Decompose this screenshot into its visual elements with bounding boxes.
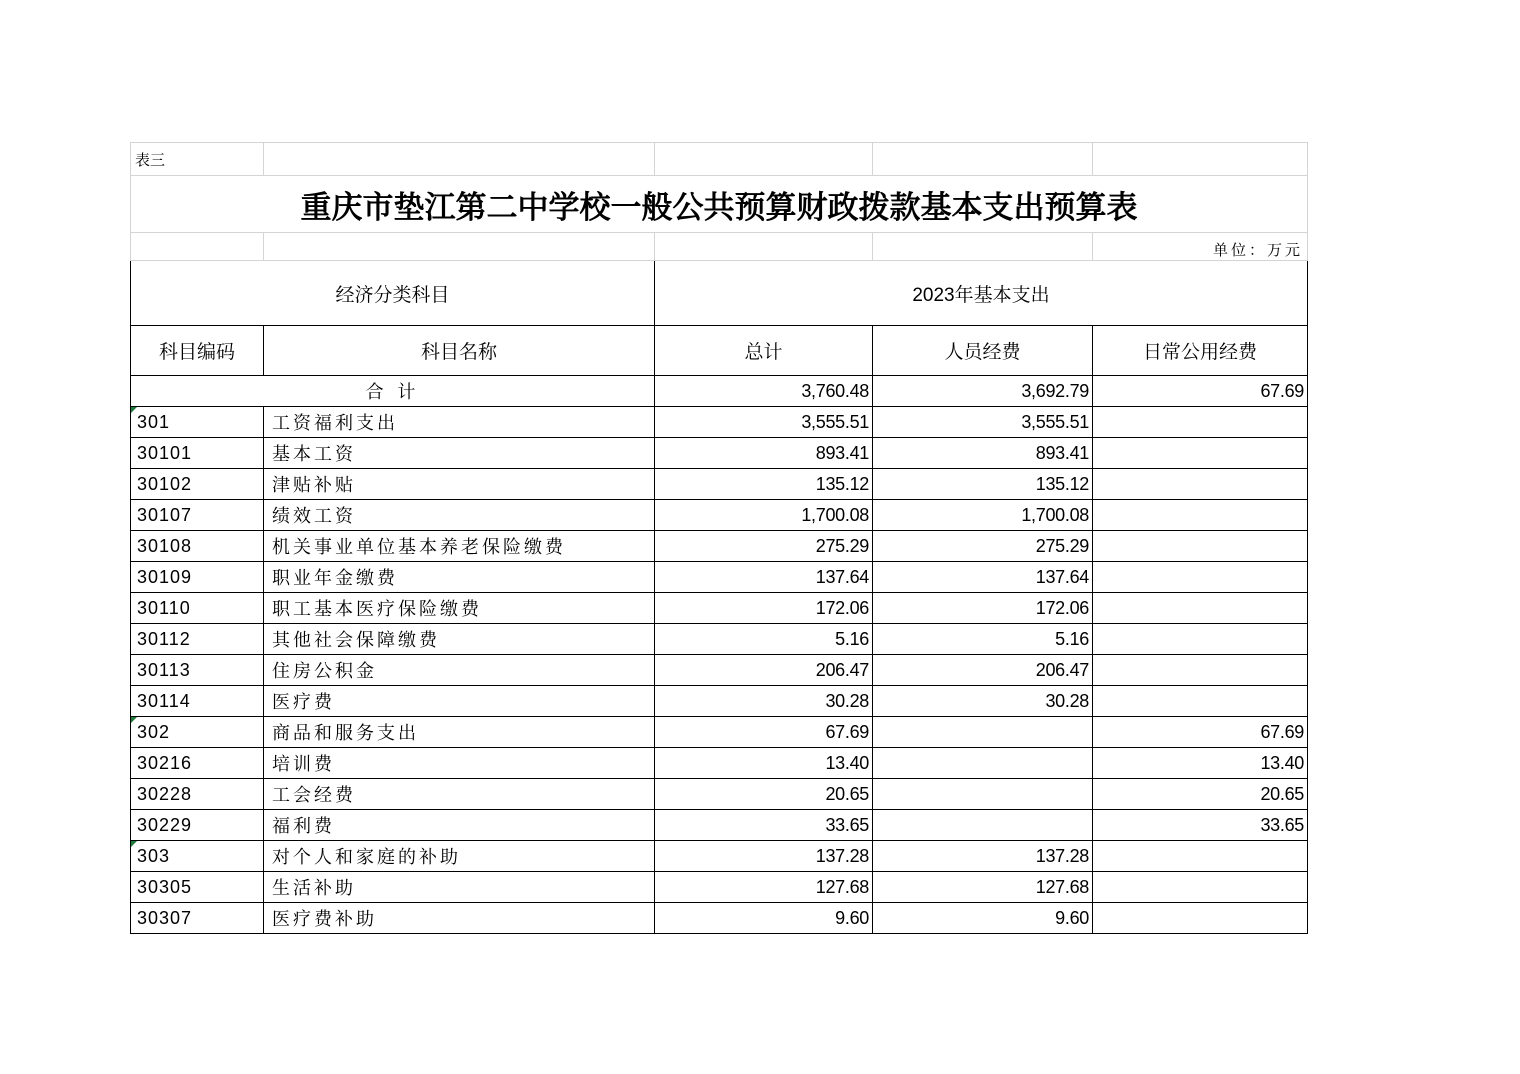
row-name <box>264 841 655 872</box>
row-name-text: 职业年金缴费 <box>272 568 398 589</box>
row-name <box>264 872 655 903</box>
table-row <box>131 624 1308 655</box>
cell-marker-icon <box>131 407 137 413</box>
row-code <box>131 593 264 624</box>
row-name-text: 培训费 <box>272 754 335 775</box>
row-total <box>655 903 873 934</box>
table-row <box>131 562 1308 593</box>
row-total <box>655 562 873 593</box>
row-total-text: 67.69 <box>825 721 869 742</box>
row-personnel <box>873 562 1093 593</box>
row-total-text: 275.29 <box>815 535 869 556</box>
row-code-text: 30305 <box>137 876 193 897</box>
row-total <box>655 531 873 562</box>
row-code-text: 30109 <box>137 566 193 587</box>
row-name <box>264 531 655 562</box>
table-row <box>131 779 1308 810</box>
row-personnel-text: 137.28 <box>1035 845 1089 866</box>
row-code <box>131 748 264 779</box>
row-total <box>655 748 873 779</box>
table-row <box>131 903 1308 934</box>
row-total <box>655 686 873 717</box>
total-total: 3,760.48 <box>655 376 873 407</box>
row-total-text: 135.12 <box>815 473 869 494</box>
row-total-text: 137.28 <box>815 845 869 866</box>
table-row <box>131 438 1308 469</box>
total-row <box>131 376 1308 407</box>
row-name <box>264 407 655 438</box>
row-personnel <box>873 748 1093 779</box>
row-name-text: 基本工资 <box>272 444 356 465</box>
row-public <box>1093 717 1308 748</box>
row-total-text: 137.64 <box>815 566 869 587</box>
row-personnel-text: 5.16 <box>1055 628 1089 649</box>
header-row-1 <box>131 261 1308 326</box>
row-name <box>264 500 655 531</box>
row-personnel-text: 127.68 <box>1035 876 1089 897</box>
row-public <box>1093 531 1308 562</box>
row-personnel-text: 1,700.08 <box>1021 504 1089 525</box>
row-code-text: 30228 <box>137 783 193 804</box>
row-personnel-text: 893.41 <box>1035 442 1089 463</box>
table-row <box>131 872 1308 903</box>
row-total <box>655 407 873 438</box>
row-total-text: 30.28 <box>825 690 869 711</box>
header-total: 总计 <box>655 326 873 376</box>
row-code-text: 303 <box>137 845 171 866</box>
header-public: 日常公用经费 <box>1093 326 1308 376</box>
row-personnel <box>873 903 1093 934</box>
table-row <box>131 407 1308 438</box>
row-public <box>1093 686 1308 717</box>
row-name-text: 机关事业单位基本养老保险缴费 <box>272 537 566 558</box>
row-name-text: 职工基本医疗保险缴费 <box>272 599 482 620</box>
row-name-text: 商品和服务支出 <box>272 723 419 744</box>
row-public-text: 20.65 <box>1260 783 1304 804</box>
row-name-text: 医疗费补助 <box>272 909 377 930</box>
row-name-text: 福利费 <box>272 816 335 837</box>
row-personnel <box>873 624 1093 655</box>
row-name <box>264 438 655 469</box>
row-personnel <box>873 841 1093 872</box>
row-personnel-text: 275.29 <box>1035 535 1089 556</box>
row-name-text: 医疗费 <box>272 692 335 713</box>
row-total-text: 172.06 <box>815 597 869 618</box>
row-name <box>264 810 655 841</box>
row-total-text: 20.65 <box>825 783 869 804</box>
row-code-text: 301 <box>137 411 171 432</box>
table-row <box>131 748 1308 779</box>
table-row <box>131 810 1308 841</box>
header-year-expense: 2023年基本支出 <box>655 261 1308 326</box>
row-public <box>1093 438 1308 469</box>
row-personnel <box>873 655 1093 686</box>
row-total <box>655 438 873 469</box>
row-name <box>264 779 655 810</box>
table-row <box>131 655 1308 686</box>
row-personnel <box>873 438 1093 469</box>
table-row <box>131 686 1308 717</box>
row-name <box>264 686 655 717</box>
row-code <box>131 810 264 841</box>
total-label: 合 计 <box>131 376 655 407</box>
table-label-row <box>131 143 1308 176</box>
row-name-text: 绩效工资 <box>272 506 356 527</box>
row-total-text: 127.68 <box>815 876 869 897</box>
budget-table <box>130 142 1308 934</box>
table-row <box>131 593 1308 624</box>
row-code <box>131 469 264 500</box>
header-econ-category: 经济分类科目 <box>131 261 655 326</box>
row-personnel <box>873 810 1093 841</box>
row-total <box>655 624 873 655</box>
row-personnel <box>873 469 1093 500</box>
row-total-text: 33.65 <box>825 814 869 835</box>
row-public-text: 67.69 <box>1260 721 1304 742</box>
row-code-text: 30102 <box>137 473 193 494</box>
row-name-text: 其他社会保障缴费 <box>272 630 440 651</box>
row-total-text: 1,700.08 <box>801 504 869 525</box>
row-total <box>655 593 873 624</box>
row-name-text: 工资福利支出 <box>272 413 398 434</box>
row-personnel <box>873 779 1093 810</box>
row-name <box>264 562 655 593</box>
row-total-text: 9.60 <box>835 907 869 928</box>
row-public <box>1093 469 1308 500</box>
row-personnel <box>873 531 1093 562</box>
row-code <box>131 655 264 686</box>
row-personnel <box>873 686 1093 717</box>
row-code <box>131 562 264 593</box>
row-personnel <box>873 717 1093 748</box>
row-total <box>655 841 873 872</box>
header-row-2 <box>131 326 1308 376</box>
row-personnel <box>873 407 1093 438</box>
row-total-text: 893.41 <box>815 442 869 463</box>
table-row <box>131 531 1308 562</box>
row-code-text: 30307 <box>137 907 193 928</box>
row-public <box>1093 562 1308 593</box>
row-name <box>264 903 655 934</box>
row-name-text: 住房公积金 <box>272 661 377 682</box>
row-code-text: 30112 <box>137 628 191 649</box>
row-name <box>264 469 655 500</box>
row-public <box>1093 779 1308 810</box>
row-name <box>264 655 655 686</box>
row-public <box>1093 872 1308 903</box>
row-name <box>264 717 655 748</box>
table-row <box>131 717 1308 748</box>
row-code <box>131 903 264 934</box>
unit-row <box>131 233 1308 261</box>
row-code-text: 30229 <box>137 814 193 835</box>
row-name <box>264 624 655 655</box>
row-total <box>655 872 873 903</box>
row-code <box>131 438 264 469</box>
row-total <box>655 810 873 841</box>
row-public-text: 33.65 <box>1260 814 1304 835</box>
row-total <box>655 655 873 686</box>
row-personnel-text: 206.47 <box>1035 659 1089 680</box>
row-code <box>131 500 264 531</box>
total-personnel: 3,692.79 <box>873 376 1093 407</box>
header-code: 科目编码 <box>131 326 264 376</box>
row-code <box>131 624 264 655</box>
row-code-text: 30101 <box>137 442 193 463</box>
title-row <box>131 176 1308 233</box>
header-personnel: 人员经费 <box>873 326 1093 376</box>
row-public <box>1093 841 1308 872</box>
row-public <box>1093 903 1308 934</box>
row-personnel <box>873 593 1093 624</box>
row-personnel-text: 30.28 <box>1045 690 1089 711</box>
row-public <box>1093 500 1308 531</box>
table-row <box>131 500 1308 531</box>
row-public <box>1093 748 1308 779</box>
row-name <box>264 593 655 624</box>
table-label: 表三 <box>131 143 264 176</box>
row-total <box>655 717 873 748</box>
row-code <box>131 531 264 562</box>
row-name <box>264 748 655 779</box>
row-personnel <box>873 500 1093 531</box>
row-public-text: 13.40 <box>1260 752 1304 773</box>
row-total <box>655 779 873 810</box>
row-total-text: 206.47 <box>815 659 869 680</box>
row-total-text: 13.40 <box>825 752 869 773</box>
cell-marker-icon <box>131 717 137 723</box>
page-title: 重庆市垫江第二中学校一般公共预算财政拨款基本支出预算表 <box>131 176 1308 233</box>
unit-label: 单位：万元 <box>1093 233 1308 261</box>
row-code-text: 302 <box>137 721 171 742</box>
row-personnel-text: 172.06 <box>1035 597 1089 618</box>
row-name-text: 生活补助 <box>272 878 356 899</box>
row-code-text: 30108 <box>137 535 193 556</box>
row-personnel <box>873 872 1093 903</box>
total-public: 67.69 <box>1093 376 1308 407</box>
header-name: 科目名称 <box>264 326 655 376</box>
row-code-text: 30113 <box>137 659 191 680</box>
row-total <box>655 500 873 531</box>
row-public <box>1093 593 1308 624</box>
row-code-text: 30107 <box>137 504 193 525</box>
row-total <box>655 469 873 500</box>
row-personnel-text: 3,555.51 <box>1021 411 1089 432</box>
row-personnel-text: 137.64 <box>1035 566 1089 587</box>
row-code <box>131 872 264 903</box>
row-code-text: 30110 <box>137 597 191 618</box>
row-public <box>1093 655 1308 686</box>
row-name-text: 工会经费 <box>272 785 356 806</box>
row-personnel-text: 9.60 <box>1055 907 1089 928</box>
table-row <box>131 469 1308 500</box>
row-total-text: 5.16 <box>835 628 869 649</box>
cell-marker-icon <box>131 841 137 847</box>
row-code-text: 30114 <box>137 690 191 711</box>
row-name-text: 津贴补贴 <box>272 475 356 496</box>
row-name-text: 对个人和家庭的补助 <box>272 847 461 868</box>
row-public <box>1093 407 1308 438</box>
row-code <box>131 717 264 748</box>
row-total-text: 3,555.51 <box>801 411 869 432</box>
row-personnel-text: 135.12 <box>1035 473 1089 494</box>
row-code <box>131 407 264 438</box>
row-code <box>131 841 264 872</box>
row-code <box>131 779 264 810</box>
table-row <box>131 841 1308 872</box>
row-public <box>1093 624 1308 655</box>
row-code <box>131 686 264 717</box>
row-code-text: 30216 <box>137 752 193 773</box>
row-public <box>1093 810 1308 841</box>
